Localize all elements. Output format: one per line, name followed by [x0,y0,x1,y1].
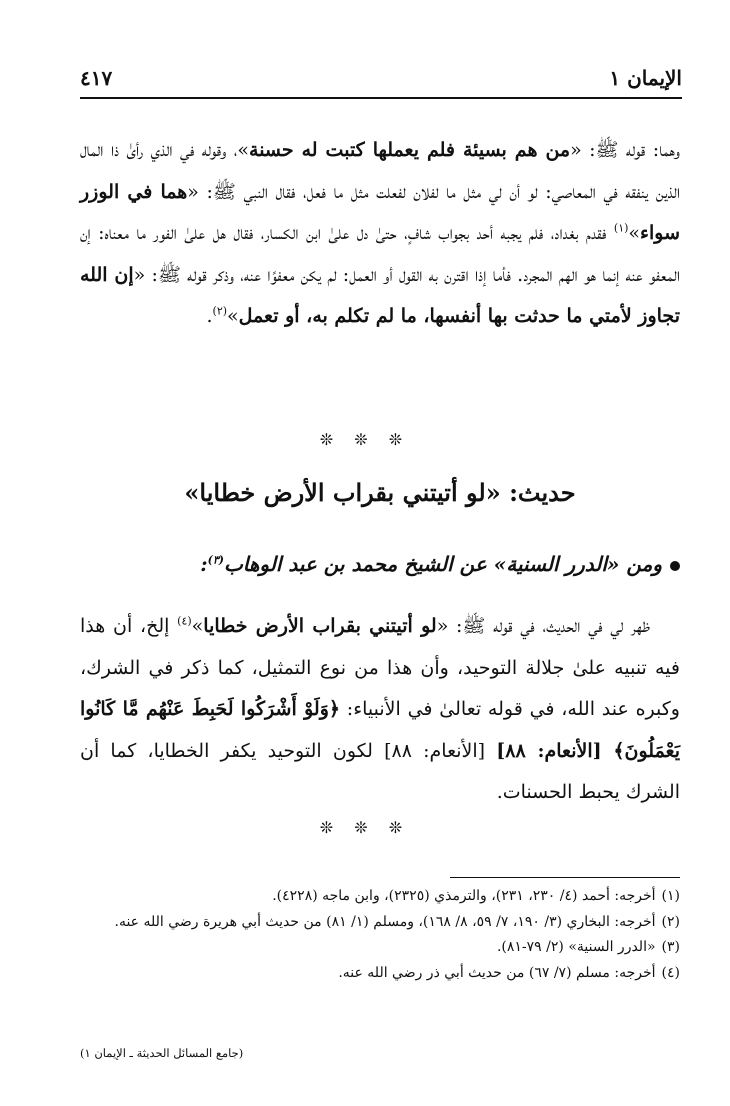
footnote-number: (٢) [661,913,680,930]
footnote-number: (١) [661,888,680,904]
footnote-text: أخرجه: البخاري (٣/ ١٩٠، ٧/ ٥٩، ٨/ ١٦٨)، ومسلم (١/ ٨١) من حديث أبي هريرة رضي الله عنه. [114,913,656,930]
bullet-icon [670,561,680,571]
footnote-ref-2: (٢) [212,304,228,318]
p1-text-6: . [206,305,213,327]
p2-text-1: ظهر لي في الحديث، في قوله ﷺ: « [436,615,650,637]
footnote [80,910,680,936]
p2-text-2: » [191,615,204,637]
paragraph-1 [80,130,680,338]
source-text: ومن «الدرر السنية» عن الشيخ محمد بن عبد الوهاب [223,552,662,576]
p1-text-1: وهما: قوله ﷺ: « [570,139,680,161]
book-footer: (جامع المسائل الحديثة ـ الإيمان ١) [80,1046,244,1060]
p1-text-5: » [227,305,239,327]
footnote-ref-1: (١) [613,221,629,235]
footnote-ref-3: (٣) [207,553,224,567]
source-line [80,552,680,576]
quran-verse: ﴿وَلَوْ أَشْرَكُوا لَحَبِطَ عَنْهُم مَّا كَانُوا يَعْمَلُونَ﴾ [80,698,681,762]
paragraph-2 [80,606,680,814]
footnote [80,935,680,961]
footnote-number: (٣) [661,939,680,955]
p1-text-3: » [628,222,641,244]
section-separator-2: ❊ ❊ ❊ [319,818,411,837]
hadith-quote-1: من هم بسيئة فلم يعملها كتبت له حسنة [249,139,571,161]
footnote-text: أخرجه: مسلم (٧/ ٦٧) من حديث أبي ذر رضي الله عنه. [338,964,656,981]
p1-text-2: »، وقوله في الذي رأىٰ ذا المال الذين ينفقه في المعاصي: لو أن لي مثل ما لفلان لفعلت مثل ما فعل، فقال النبي ﷺ: « [80,139,680,203]
section-separator: ❊ ❊ ❊ [319,430,411,449]
footnote-text: «الدرر السنية» (٢/ ٧٩-٨١). [496,939,656,955]
running-header [80,62,682,94]
section-heading: حديث: «لو أتيتني بقراب الأرض خطايا» [184,478,576,507]
footnote-ref-4: (٤) [177,614,192,628]
hadith-quote-2: هما في الوزر سواء [80,180,680,244]
footnotes [80,884,680,986]
footnote [80,961,680,987]
hadith-quote-3: إن الله تجاوز لأمتي ما حدثت بها أنفسها، ما لم تكلم به، أو تعمل [80,263,680,327]
header-title: الإيمان ١ [609,66,682,90]
p2-text-4: [الأنعام: ٨٨] لكون التوحيد يكفر الخطايا، كما أن الشرك يحبط الحسنات. [80,739,680,803]
footnote-rule [450,877,680,878]
page-number: ٤١٧ [80,66,113,90]
quran-reference: [الأنعام: ٨٨] [496,739,614,762]
footnote-number: (٤) [661,964,680,981]
p2-text-3: إلخ، أن هذا فيه تنبيه علىٰ جلالة التوحيد، وأن هذا من نوع التمثيل، كما ذكر في الشرك، وكبره عند الله، في قوله تعالىٰ في الأنبياء: [80,615,680,720]
footnote [80,884,680,910]
header-rule [80,97,682,99]
source-colon: : [200,552,208,576]
footnote-text: أخرجه: أحمد (٤/ ٢٣٠، ٢٣١)، والترمذي (٢٣٢٥)، وابن ماجه (٤٢٢٨). [272,888,656,904]
hadith-quote-4: لو أتيتني بقراب الأرض خطايا [203,615,437,637]
p1-text-4: فقدم بغداد، فلم يجبه أحد بجواب شافٍ، حتىٰ دل علىٰ ابن الكسار، فقال هل علىٰ الفور ما معناه: إن المعفو عنه إنما هو الهم المجرد. فأما إذا اقترن به القول أو العمل: لم يكن معفوًا عنه، وذكر قوله ﷺ: « [80,222,680,286]
